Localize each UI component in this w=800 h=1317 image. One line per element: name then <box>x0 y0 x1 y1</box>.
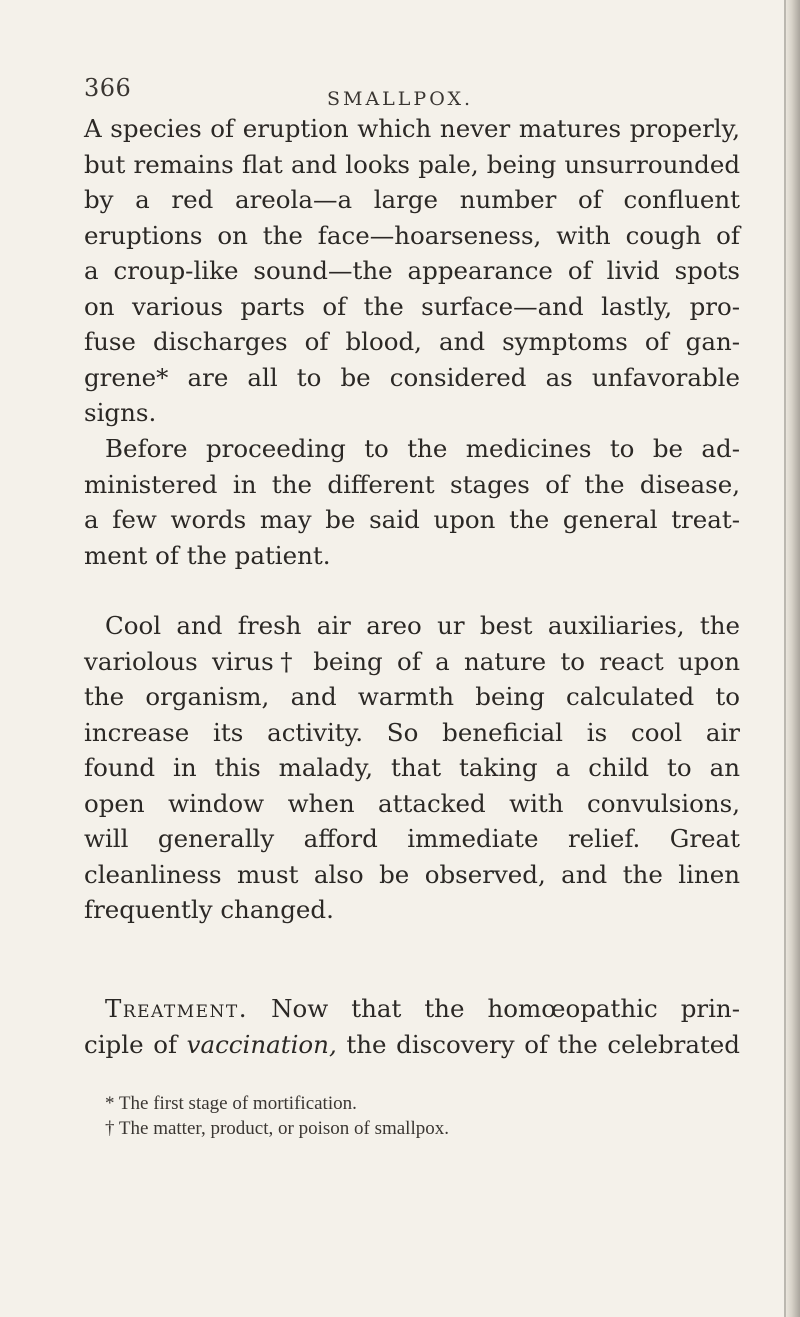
paragraph-treatment <box>84 991 740 1062</box>
footnote: † The matter, product, or poison of smallpox. <box>105 1118 449 1139</box>
paragraph-general-treatment <box>84 431 740 573</box>
text-line: the organism, and warmth being calculated to <box>84 682 740 711</box>
text-line <box>84 991 740 1027</box>
text-line: variolous virus† being of a nature to react upon <box>84 646 740 676</box>
paragraph-cool-air <box>84 608 740 928</box>
text-line: frequently changed. <box>84 895 334 924</box>
text-line: a few words may be said upon the general treat- <box>84 505 740 534</box>
text-line: open window when attacked with convulsions, <box>84 788 740 818</box>
text-line: will generally afford immediate relief. Great <box>84 824 740 853</box>
text-line: Cool and fresh air areo ur best auxiliaries, the <box>105 611 740 640</box>
text-line: ment of the patient. <box>84 540 331 570</box>
text-line: on various parts of the surface—and lastly, pro- <box>84 291 740 321</box>
page-number: 366 <box>84 74 132 102</box>
emphasis-text: vaccination, <box>186 1029 337 1059</box>
paragraph-eruption-signs <box>84 111 740 431</box>
footnote: * The first stage of mortification. <box>105 1093 357 1114</box>
text-line: signs. <box>84 398 157 427</box>
text-line: found in this malady, that taking a child to an <box>84 753 740 782</box>
text-fragment: Now that the homœopathic prin- <box>271 994 740 1023</box>
text-line: by a red areola—a large number of confluent <box>84 185 740 214</box>
text-line: ministered in the different stages of the disease, <box>84 469 740 499</box>
text-line: but remains flat and looks pale, being unsurrounded <box>84 149 740 179</box>
text-line: A species of eruption which never matures properly, <box>84 114 740 143</box>
text-line: increase its activity. So beneficial is cool air <box>84 717 740 747</box>
text-line: eruptions on the face—hoarseness, with cough of <box>84 220 740 250</box>
page-edge <box>786 0 800 1317</box>
text-line: a croup-like sound—the appearance of livid spots <box>84 256 740 285</box>
section-heading: Treatment. <box>105 994 249 1023</box>
text-line: Before proceeding to the medicines to be ad- <box>105 434 740 463</box>
text-fragment: the discovery of the celebrated <box>346 1029 740 1059</box>
footnotes <box>84 1091 724 1141</box>
text-line: fuse discharges of blood, and symptoms of gan- <box>84 327 740 356</box>
running-head: SMALLPOX. <box>326 88 474 110</box>
text-line: cleanliness must also be observed, and the linen <box>84 859 740 889</box>
text-line <box>84 1027 740 1063</box>
text-fragment: ciple of <box>84 1029 178 1059</box>
text-line: grene* are all to be considered as unfavorable <box>84 362 740 392</box>
